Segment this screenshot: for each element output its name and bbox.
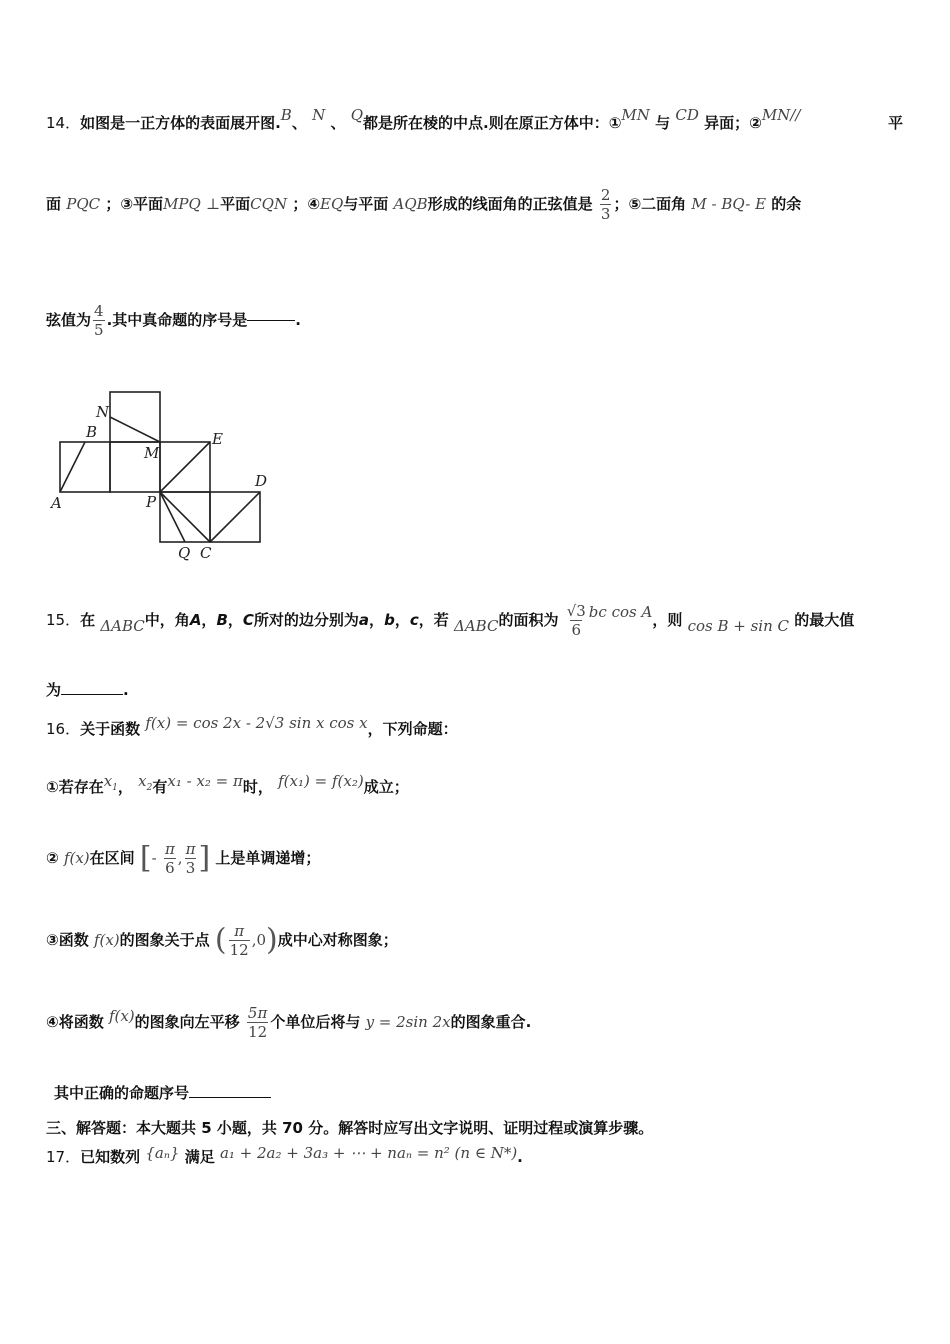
cube-net-figure [46, 388, 276, 568]
label-P: P [146, 493, 157, 511]
q16-answer-line: 其中正确的命题序号 [54, 1086, 271, 1101]
segment-PQ [160, 492, 185, 542]
fraction-two-thirds: $\frac{2}{3}$ [600, 186, 611, 223]
label-M: M [144, 444, 160, 462]
label-N: N [96, 403, 110, 421]
label-C: C [200, 544, 212, 562]
net-face-top [110, 392, 160, 442]
q14-line-1: 14．如图是一正方体的表面展开图.B、 N 、 Q都是所在棱的中点.则在原正方体中：①MN 与 CD 异面；②MN// 平 [46, 106, 904, 132]
segment-PC [160, 492, 210, 542]
label-E: E [212, 430, 223, 448]
label-A: A [51, 494, 62, 512]
q15-line-2: 为 . [46, 681, 129, 699]
q16-proposition-4: ④将函数 f(x)的图象向左平移 $\frac{5\pi}{12}$ 个单位后将与 y = 2sin 2x的图象重合. [46, 1004, 532, 1041]
answer-blank-16[interactable] [189, 1097, 271, 1098]
segment-CD [210, 492, 260, 542]
q14-number: 14． [46, 114, 81, 132]
q15-line-1: 15．在 ΔABC中，角A，B，C所对的边分别为a，b，c，若 ΔABC的面积为 $\frac{√3}{6}$ bc cos A，则 cos B + sin C 的最大值 [46, 602, 855, 639]
q16-proposition-3: ③函数 f(x)的图象关于点 ( $\frac{\pi}{12}$ ,0)成中心对称图象； [46, 922, 398, 959]
segment-NM [110, 417, 160, 442]
q16-proposition-1: ①若存在$x_1$， $x_2$有x₁ - x₂ = π时， f(x₁) = f(x₂)成立； [46, 772, 409, 796]
section-3-heading: 三、解答题：本大题共 5 小题，共 70 分。解答时应写出文字说明、证明过程或演算步骤。 [46, 1119, 654, 1137]
label-Q: Q [178, 544, 191, 562]
q17-stem: 17．已知数列 {aₙ} 满足 a₁ + 2a₂ + 3a₃ + ⋯ + naₙ = n² (n ∈ N*). [46, 1144, 523, 1166]
q16-stem: 16．关于函数 f(x) = cos 2x - 2√3 sin x cos x，下列命题： [46, 714, 458, 738]
answer-blank-14[interactable] [247, 320, 295, 321]
q14-line-3: 弦值为 $\frac{4}{5}$ .其中真命题的序号是 . [46, 302, 301, 339]
label-B: B [86, 423, 98, 441]
fraction-four-fifths: $\frac{4}{5}$ [94, 302, 104, 339]
segment-AB [60, 442, 85, 492]
label-D: D [255, 472, 268, 490]
segment-PE [160, 442, 210, 492]
net-face-left [60, 442, 110, 492]
fraction-sqrt3-over-6: $\frac{√3}{6}$ [566, 602, 586, 639]
q16-proposition-2: ② f(x)在区间 [- $\frac{\pi}{6}$ , $\frac{\pi}{3}$ ] 上是单调递增； [46, 840, 321, 877]
answer-blank-15[interactable] [61, 694, 123, 695]
q14-line-2: 面 PQC ；③平面MPQ ⊥平面CQN ；④EQ与平面 AQB形成的线面角的正弦值是 $\frac{2}{3}$ ；⑤二面角 M - BQ- E 的余 [46, 186, 802, 223]
